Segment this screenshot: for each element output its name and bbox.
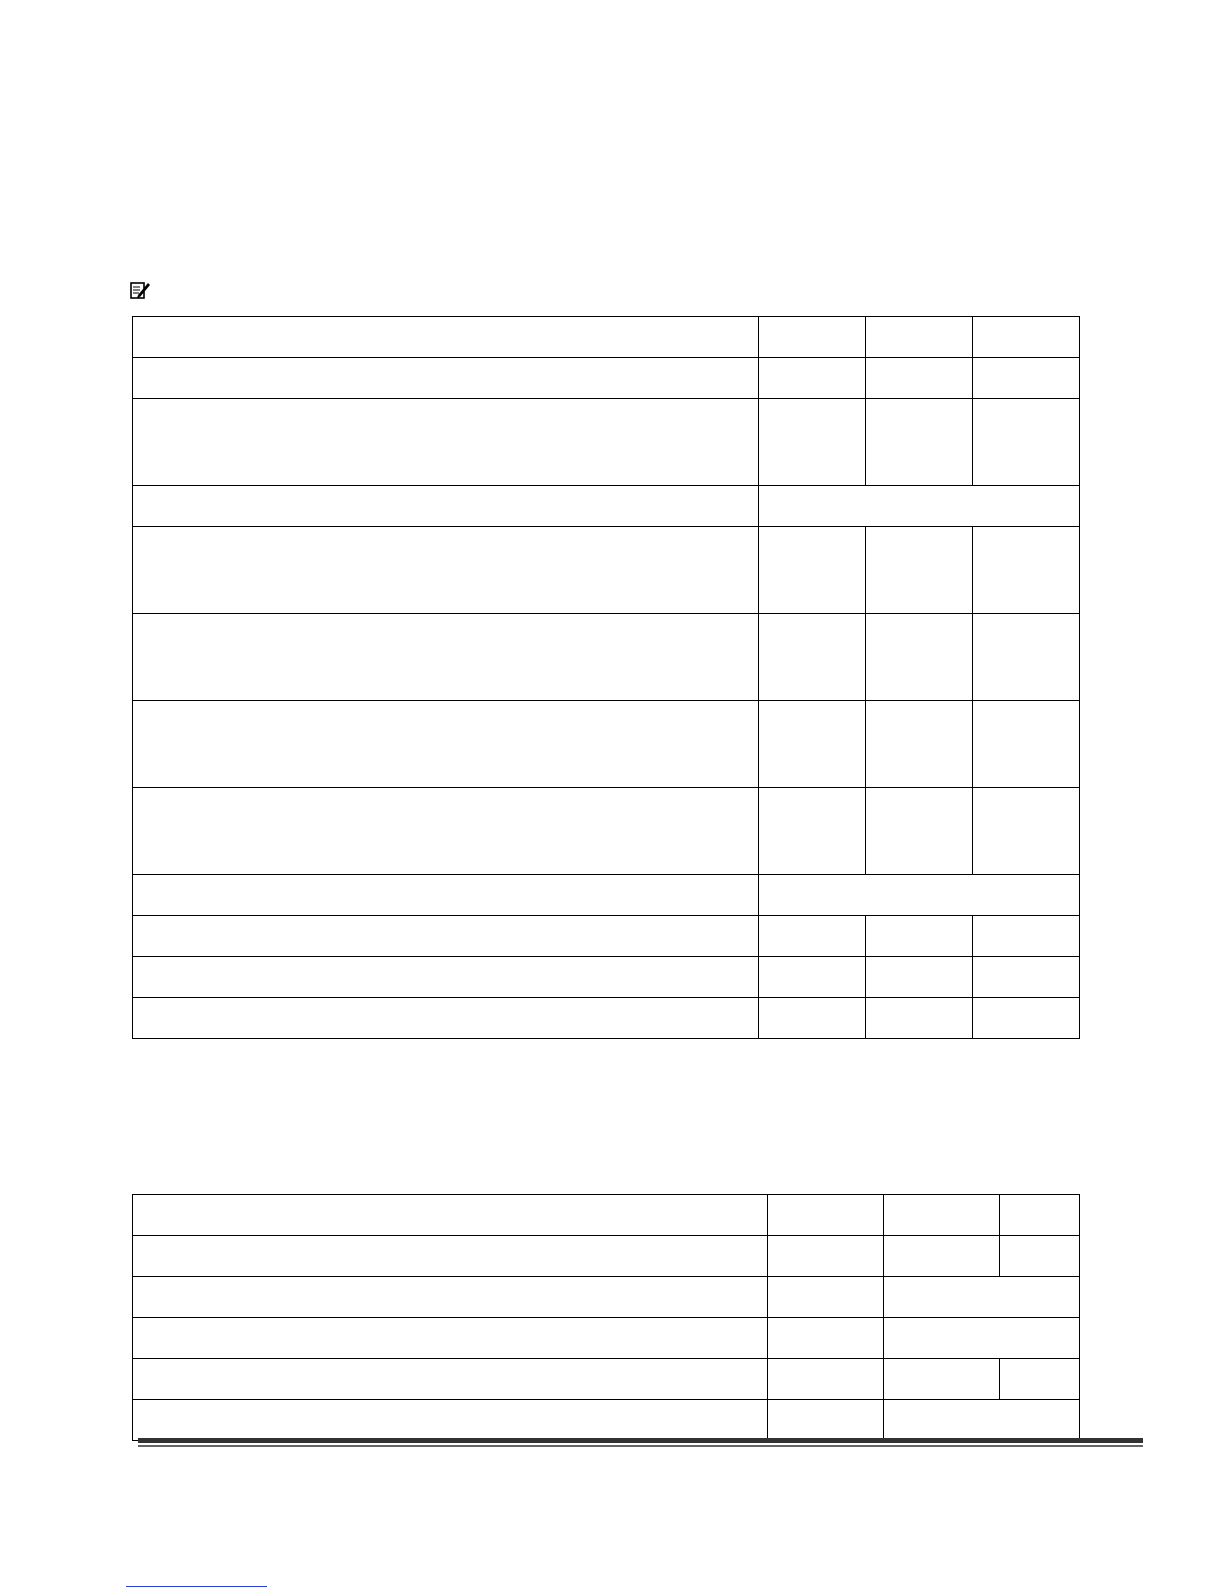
table-1-cell [133,998,759,1039]
table-2-cell [1000,1359,1080,1400]
table-1-cell [866,701,973,788]
table-1-cell [973,916,1080,957]
table-1-cell [973,527,1080,614]
table-1-cell [973,399,1080,486]
table-2-cell [884,1359,1000,1400]
table-1-cell [133,486,759,527]
table-1-cell [973,317,1080,358]
table-1-cell [133,701,759,788]
table-1-cell [973,614,1080,701]
table-1-row [133,998,1080,1039]
table-1-cell [759,701,866,788]
table-1-cell [759,916,866,957]
table-1-row [133,399,1080,486]
table-1-cell [759,527,866,614]
table-1-cell [973,957,1080,998]
table-1-row [133,358,1080,399]
table-1-cell [759,788,866,875]
table-2-cell [133,1236,768,1277]
table-1-cell [866,957,973,998]
table-1-cell [759,358,866,399]
table-2-cell [1000,1236,1080,1277]
table-1-cell [973,358,1080,399]
table-2-cell [133,1400,768,1441]
table-1-row [133,486,1080,527]
table-2-cell [768,1195,884,1236]
table-2-row [133,1277,1080,1318]
specification-table-1 [132,316,1080,1039]
table-1-cell [973,788,1080,875]
table-2-cell [884,1195,1000,1236]
table-1-cell [973,701,1080,788]
footer-rule [138,1438,1143,1448]
table-1-row [133,701,1080,788]
table-1-cell [759,875,1080,916]
table-2-row [133,1236,1080,1277]
table-2-cell [1000,1195,1080,1236]
table-1-cell [133,916,759,957]
table-1-row [133,317,1080,358]
table-2-cell [768,1236,884,1277]
table-1-cell [866,614,973,701]
table-1-cell [866,399,973,486]
table-2-cell [768,1400,884,1441]
table-1-cell [759,614,866,701]
table-1-cell [133,788,759,875]
table-2-row [133,1359,1080,1400]
table-1-row [133,957,1080,998]
table-1-cell [866,998,973,1039]
table-1-cell [973,998,1080,1039]
table-2-cell [133,1359,768,1400]
table-2-cell [768,1318,884,1359]
table-1-cell [866,317,973,358]
table-1-cell [133,399,759,486]
table-2-row [133,1195,1080,1236]
footer-rule-thin [138,1445,1143,1447]
table-1-row [133,527,1080,614]
table-2-row [133,1318,1080,1359]
table-1-cell [759,486,1080,527]
footer-rule-thick [138,1438,1143,1443]
table-1-cell [866,358,973,399]
table-2-cell [884,1277,1080,1318]
table-1-cell [759,998,866,1039]
table-1-row [133,788,1080,875]
table-2-cell [884,1400,1080,1441]
table-2-cell [133,1318,768,1359]
table-1-cell [133,317,759,358]
table-1-row [133,614,1080,701]
table-2-cell [133,1195,768,1236]
note-pencil-icon [130,280,150,300]
table-1-cell [866,788,973,875]
table-1-cell [133,957,759,998]
table-1-cell [759,399,866,486]
table-1-cell [133,358,759,399]
table-1-cell [759,317,866,358]
table-2-row [133,1400,1080,1441]
specification-table-2 [132,1194,1080,1441]
table-1-cell [866,527,973,614]
table-1-cell [133,614,759,701]
table-2-cell [884,1318,1080,1359]
table-2-cell [884,1236,1000,1277]
table-1-cell [133,875,759,916]
table-2-cell [768,1277,884,1318]
table-2-cell [133,1277,768,1318]
table-1-cell [866,916,973,957]
table-1-row [133,875,1080,916]
table-1-cell [133,527,759,614]
table-1-row [133,916,1080,957]
table-1-cell [759,957,866,998]
table-2-cell [768,1359,884,1400]
